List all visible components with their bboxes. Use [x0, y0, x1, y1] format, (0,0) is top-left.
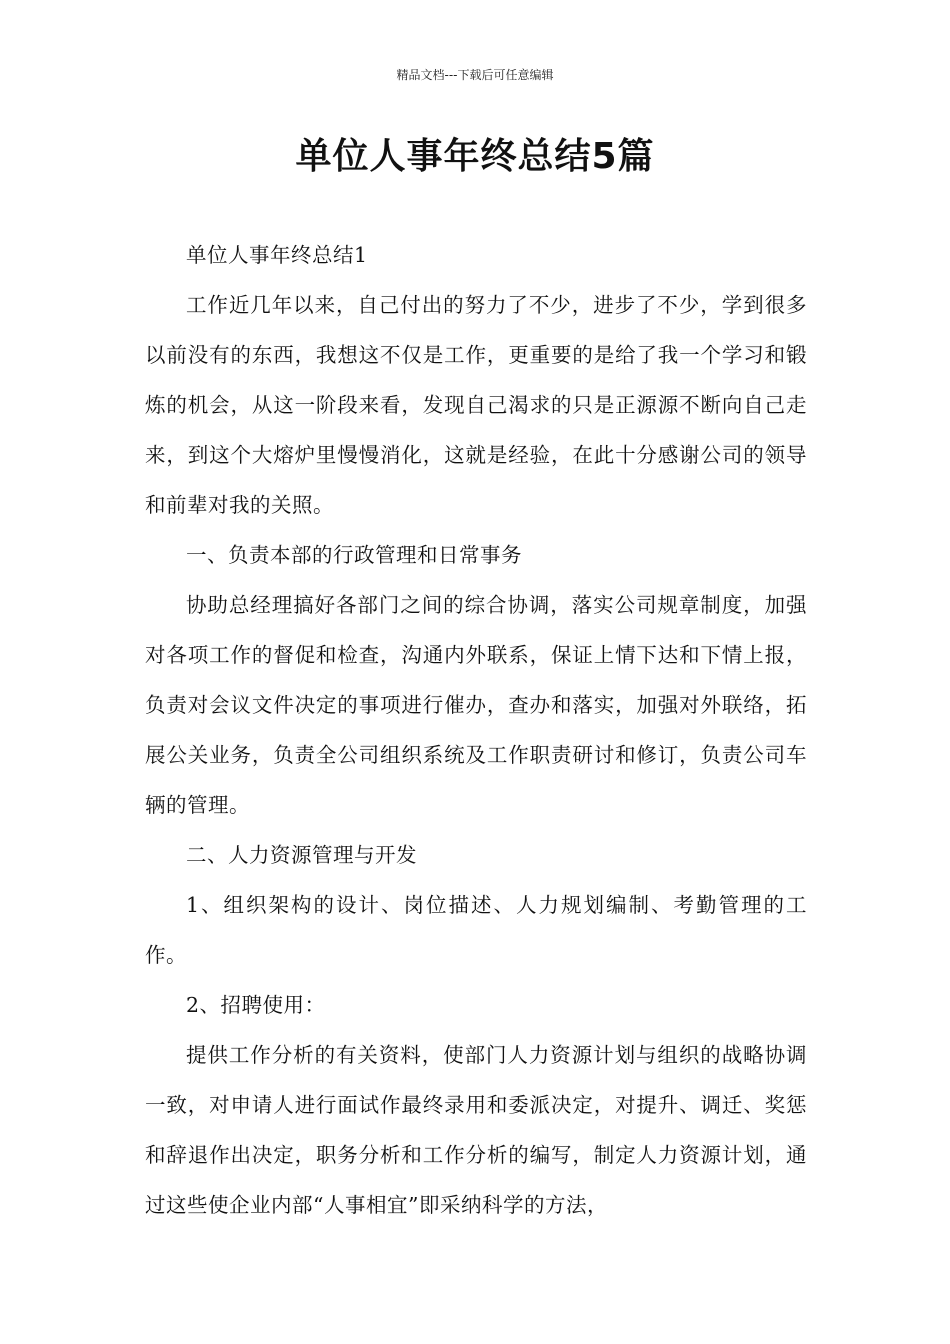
paragraph: 协助总经理搞好各部门之间的综合协调，落实公司规章制度，加强对各项工作的督促和检查，沟通内外联系，保证上情下达和下情上报，负责对会议文件决定的事项进行催办，查办和落实，加强对外联络，拓展公关业务，负责全公司组织系统及工作职责研讨和修订，负责公司车辆的管理。	[145, 593, 807, 817]
section-heading: 一、负责本部的行政管理和日常事务	[186, 543, 522, 567]
document-body	[145, 230, 807, 1230]
header-note: 精品文档---下载后可任意编辑	[396, 68, 554, 82]
paragraph: 2、招聘使用：	[186, 993, 326, 1017]
paragraph: 工作近几年以来，自己付出的努力了不少，进步了不少，学到很多以前没有的东西，我想这不仅是工作，更重要的是给了我一个学习和锻炼的机会，从这一阶段来看，发现自己渴求的只是正源源不断向自己走来，到这个大熔炉里慢慢消化，这就是经验，在此十分感谢公司的领导和前辈对我的关照。	[145, 293, 807, 517]
section-heading: 二、人力资源管理与开发	[186, 843, 417, 867]
document-title: 单位人事年终总结5篇	[295, 136, 655, 177]
paragraph: 提供工作分析的有关资料，使部门人力资源计划与组织的战略协调一致，对申请人进行面试作最终录用和委派决定，对提升、调迁、奖惩和辞退作出决定，职务分析和工作分析的编写，制定人力资源计划，通过这些使企业内部“人事相宜”即采纳科学的方法，	[145, 1043, 807, 1217]
section-heading: 单位人事年终总结1	[186, 243, 368, 267]
paragraph: 1、组织架构的设计、岗位描述、人力规划编制、考勤管理的工作。	[145, 893, 807, 967]
